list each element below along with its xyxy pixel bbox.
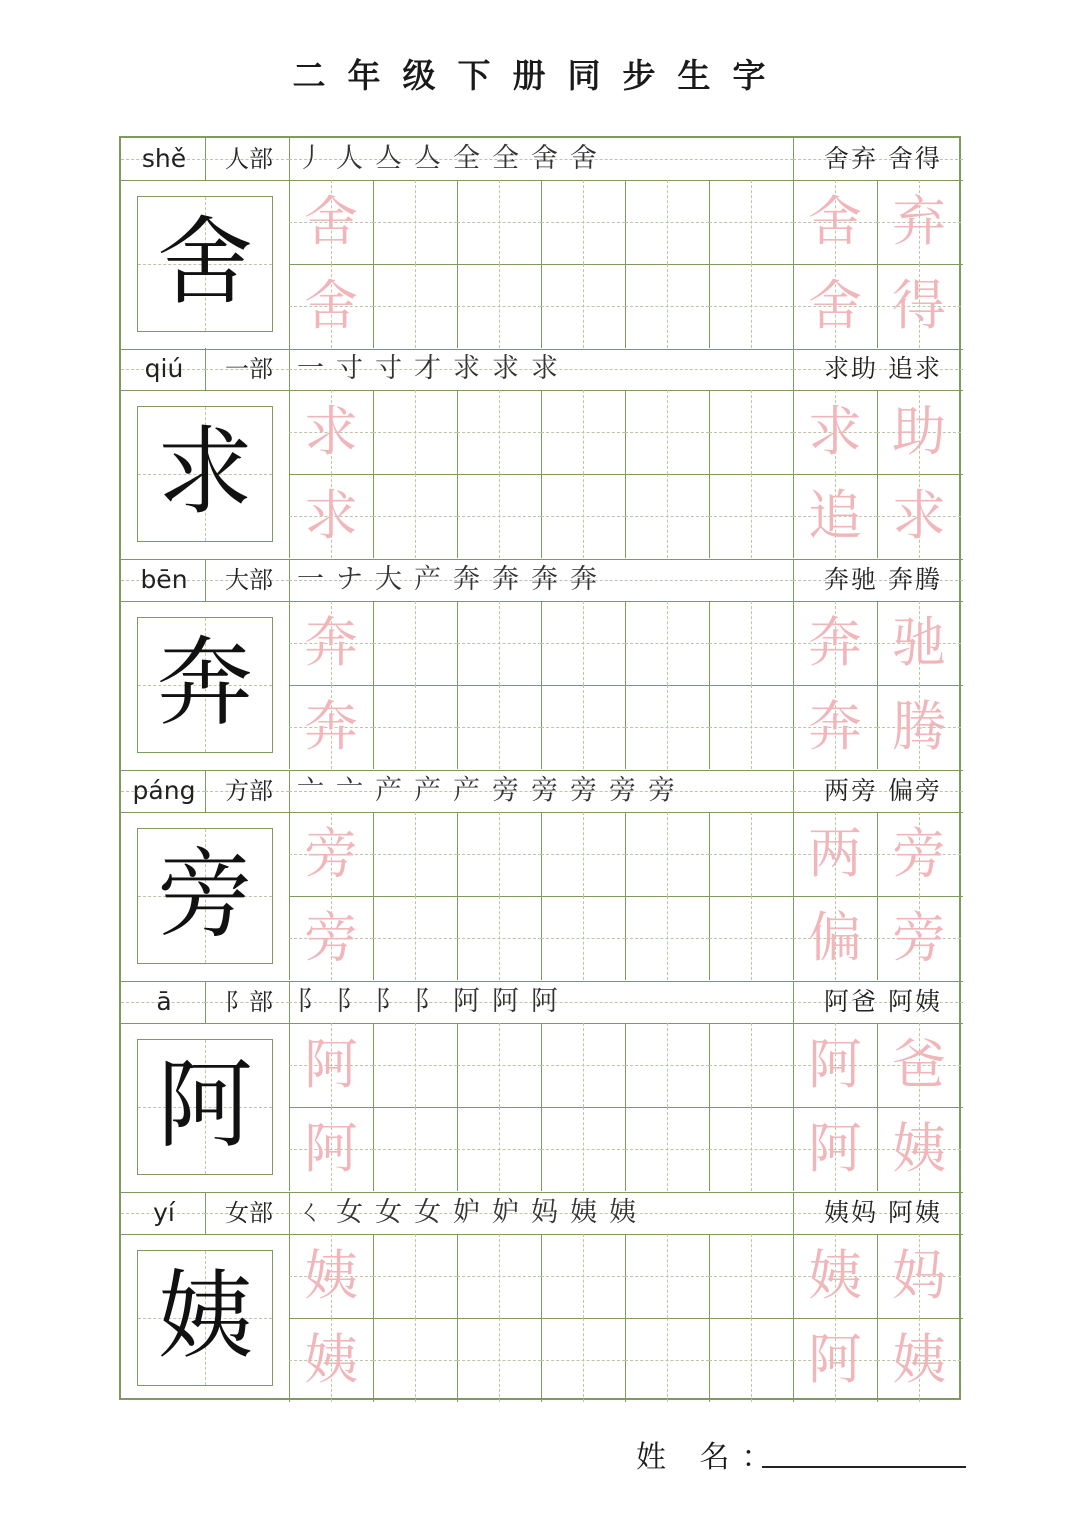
stroke-step: 阿 bbox=[531, 986, 562, 1017]
practice-cell[interactable] bbox=[709, 812, 793, 896]
word-trace-character: 偏 bbox=[808, 906, 862, 969]
stroke-step: 亠 bbox=[336, 775, 367, 806]
model-character-box bbox=[137, 1039, 273, 1175]
model-character: 旁 bbox=[157, 838, 253, 950]
practice-cell[interactable] bbox=[373, 685, 457, 769]
stroke-order bbox=[297, 348, 787, 390]
stroke-step: 阝 bbox=[336, 986, 367, 1017]
practice-cell[interactable] bbox=[373, 601, 457, 685]
vocabulary-words: 求助 追求 bbox=[824, 354, 942, 383]
stroke-step: 旁 bbox=[492, 775, 523, 806]
word-trace-character: 阿 bbox=[808, 1033, 862, 1096]
practice-cell[interactable] bbox=[709, 1107, 793, 1191]
practice-cell[interactable] bbox=[709, 1023, 793, 1107]
character-block bbox=[121, 348, 963, 559]
stroke-step: 姨 bbox=[609, 1197, 640, 1228]
word-trace-character: 姨 bbox=[892, 1117, 946, 1180]
pinyin: shě bbox=[141, 144, 187, 173]
word-trace-character: 弃 bbox=[892, 190, 946, 253]
word-trace-character: 妈 bbox=[892, 1244, 946, 1307]
practice-cell[interactable] bbox=[541, 1107, 625, 1191]
practice-cell[interactable] bbox=[373, 1023, 457, 1107]
practice-cell[interactable] bbox=[541, 264, 625, 348]
word-trace-character: 追 bbox=[808, 484, 862, 547]
practice-cell[interactable] bbox=[541, 474, 625, 558]
practice-cell[interactable] bbox=[625, 264, 709, 348]
practice-cell[interactable] bbox=[373, 474, 457, 558]
word-trace-character: 两 bbox=[808, 822, 862, 885]
practice-cell[interactable] bbox=[709, 1318, 793, 1402]
word-trace-character: 阿 bbox=[808, 1328, 862, 1391]
word-trace-character: 姨 bbox=[892, 1328, 946, 1391]
practice-cell[interactable] bbox=[709, 601, 793, 685]
stroke-step: 女 bbox=[414, 1197, 445, 1228]
trace-character: 舍 bbox=[304, 274, 358, 337]
word-trace-character: 爸 bbox=[892, 1033, 946, 1096]
vocabulary-words: 阿爸 阿姨 bbox=[824, 987, 942, 1016]
practice-cell[interactable] bbox=[541, 601, 625, 685]
practice-cell[interactable] bbox=[541, 896, 625, 980]
practice-cell[interactable] bbox=[625, 474, 709, 558]
practice-cell[interactable] bbox=[709, 685, 793, 769]
practice-cell[interactable] bbox=[457, 180, 541, 264]
stroke-step: 求 bbox=[453, 353, 484, 384]
word-trace-character: 舍 bbox=[808, 190, 862, 253]
model-character: 姨 bbox=[157, 1260, 253, 1372]
practice-cell[interactable] bbox=[625, 1107, 709, 1191]
stroke-step: 阿 bbox=[453, 986, 484, 1017]
practice-cell[interactable] bbox=[373, 1107, 457, 1191]
stroke-step: 奔 bbox=[453, 564, 484, 595]
stroke-step: 奔 bbox=[492, 564, 523, 595]
stroke-step: 阝 bbox=[375, 986, 406, 1017]
stroke-step: 产 bbox=[375, 775, 406, 806]
stroke-order bbox=[297, 981, 787, 1023]
stroke-step: 寸 bbox=[336, 353, 367, 384]
pinyin: qiú bbox=[144, 354, 184, 383]
stroke-step: 妈 bbox=[531, 1197, 562, 1228]
character-block bbox=[121, 1192, 963, 1403]
stroke-step: 一 bbox=[297, 564, 328, 595]
practice-cell[interactable] bbox=[625, 601, 709, 685]
stroke-step: 阝 bbox=[297, 986, 328, 1017]
stroke-step: 亠 bbox=[297, 775, 328, 806]
stroke-step: 产 bbox=[414, 564, 445, 595]
word-trace-character: 求 bbox=[892, 484, 946, 547]
practice-cell[interactable] bbox=[709, 1234, 793, 1318]
practice-cell[interactable] bbox=[457, 812, 541, 896]
trace-character: 姨 bbox=[304, 1328, 358, 1391]
practice-cell[interactable] bbox=[373, 1318, 457, 1402]
radical: 方部 bbox=[225, 777, 273, 805]
stroke-step: 全 bbox=[453, 143, 484, 174]
practice-cell[interactable] bbox=[541, 812, 625, 896]
trace-character: 旁 bbox=[304, 822, 358, 885]
stroke-order bbox=[297, 1192, 787, 1234]
radical: 一部 bbox=[225, 355, 273, 383]
model-character-box bbox=[137, 617, 273, 753]
stroke-order bbox=[297, 559, 787, 601]
stroke-step: 旁 bbox=[570, 775, 601, 806]
stroke-step: 旁 bbox=[609, 775, 640, 806]
model-character-box bbox=[137, 1250, 273, 1386]
stroke-step: 亼 bbox=[375, 143, 406, 174]
trace-character: 阿 bbox=[304, 1117, 358, 1180]
trace-character: 阿 bbox=[304, 1033, 358, 1096]
practice-cell[interactable] bbox=[457, 264, 541, 348]
word-trace-character: 奔 bbox=[808, 611, 862, 674]
practice-cell[interactable] bbox=[457, 685, 541, 769]
name-label: 姓 名： bbox=[636, 1440, 784, 1475]
practice-cell[interactable] bbox=[541, 180, 625, 264]
trace-character: 奔 bbox=[304, 611, 358, 674]
stroke-step: 求 bbox=[531, 353, 562, 384]
word-trace-character: 助 bbox=[892, 400, 946, 463]
word-trace-character: 驰 bbox=[892, 611, 946, 674]
vocabulary-words: 两旁 偏旁 bbox=[824, 776, 942, 805]
stroke-step: 才 bbox=[414, 353, 445, 384]
word-trace-character: 舍 bbox=[808, 274, 862, 337]
practice-cell[interactable] bbox=[457, 1023, 541, 1107]
stroke-step: 奔 bbox=[531, 564, 562, 595]
stroke-step: 全 bbox=[492, 143, 523, 174]
stroke-step: 旁 bbox=[648, 775, 679, 806]
word-trace-character: 求 bbox=[808, 400, 862, 463]
practice-cell[interactable] bbox=[625, 685, 709, 769]
practice-cell[interactable] bbox=[373, 896, 457, 980]
stroke-step: 女 bbox=[375, 1197, 406, 1228]
stroke-step: 阿 bbox=[492, 986, 523, 1017]
practice-cell[interactable] bbox=[457, 896, 541, 980]
word-trace-character: 旁 bbox=[892, 906, 946, 969]
practice-cell[interactable] bbox=[373, 264, 457, 348]
stroke-step: 产 bbox=[414, 775, 445, 806]
model-character-box bbox=[137, 196, 273, 332]
practice-cell[interactable] bbox=[625, 1318, 709, 1402]
stroke-order bbox=[297, 770, 787, 812]
practice-cell[interactable] bbox=[709, 896, 793, 980]
practice-cell[interactable] bbox=[457, 474, 541, 558]
page-title: 二年级下册同步生字 bbox=[292, 56, 788, 95]
stroke-step: 亼 bbox=[414, 143, 445, 174]
stroke-step: 妒 bbox=[492, 1197, 523, 1228]
pinyin: bēn bbox=[140, 565, 188, 594]
name-input-line[interactable] bbox=[762, 1466, 966, 1468]
practice-cell[interactable] bbox=[709, 474, 793, 558]
practice-cell[interactable] bbox=[625, 180, 709, 264]
stroke-step: ㄑ bbox=[297, 1197, 328, 1228]
model-character: 求 bbox=[157, 416, 253, 528]
stroke-step: 阝 bbox=[414, 986, 445, 1017]
stroke-step: ナ bbox=[336, 564, 367, 595]
stroke-step: 一 bbox=[297, 353, 328, 384]
practice-cell[interactable] bbox=[541, 1234, 625, 1318]
radical: 阝部 bbox=[225, 988, 273, 1016]
stroke-step: 奔 bbox=[570, 564, 601, 595]
radical: 女部 bbox=[225, 1199, 273, 1227]
practice-cell[interactable] bbox=[373, 812, 457, 896]
practice-cell[interactable] bbox=[373, 1234, 457, 1318]
practice-cell[interactable] bbox=[457, 1107, 541, 1191]
vocabulary-words: 舍弃 舍得 bbox=[824, 144, 942, 173]
stroke-step: 姨 bbox=[570, 1197, 601, 1228]
stroke-step: 丿 bbox=[297, 143, 328, 174]
stroke-step: 产 bbox=[453, 775, 484, 806]
trace-character: 求 bbox=[304, 400, 358, 463]
word-trace-character: 旁 bbox=[892, 822, 946, 885]
word-trace-character: 姨 bbox=[808, 1244, 862, 1307]
practice-cell[interactable] bbox=[625, 390, 709, 474]
pinyin: yí bbox=[153, 1198, 175, 1227]
model-character-box bbox=[137, 828, 273, 964]
vocabulary-words: 奔驰 奔腾 bbox=[824, 565, 942, 594]
writing-grid-sheet bbox=[119, 136, 961, 1400]
word-trace-character: 阿 bbox=[808, 1117, 862, 1180]
practice-cell[interactable] bbox=[541, 390, 625, 474]
practice-cell[interactable] bbox=[373, 180, 457, 264]
character-block bbox=[121, 770, 963, 981]
vocabulary-words: 姨妈 阿姨 bbox=[824, 1198, 942, 1227]
character-block bbox=[121, 559, 963, 770]
stroke-step: 舍 bbox=[531, 143, 562, 174]
practice-cell[interactable] bbox=[541, 1023, 625, 1107]
model-character: 舍 bbox=[157, 206, 253, 318]
word-trace-character: 得 bbox=[892, 274, 946, 337]
radical: 人部 bbox=[225, 145, 273, 173]
practice-cell[interactable] bbox=[625, 1234, 709, 1318]
word-trace-character: 奔 bbox=[808, 695, 862, 758]
pinyin: ā bbox=[156, 987, 172, 1016]
stroke-step: 寸 bbox=[375, 353, 406, 384]
practice-cell[interactable] bbox=[709, 264, 793, 348]
stroke-step: 女 bbox=[336, 1197, 367, 1228]
stroke-step: 求 bbox=[492, 353, 523, 384]
stroke-step: 舍 bbox=[570, 143, 601, 174]
word-trace-character: 腾 bbox=[892, 695, 946, 758]
practice-cell[interactable] bbox=[541, 1318, 625, 1402]
model-character-box bbox=[137, 406, 273, 542]
trace-character: 舍 bbox=[304, 190, 358, 253]
practice-cell[interactable] bbox=[457, 1234, 541, 1318]
pinyin: páng bbox=[132, 776, 196, 805]
character-block bbox=[121, 981, 963, 1192]
trace-character: 求 bbox=[304, 484, 358, 547]
character-block bbox=[121, 138, 963, 349]
practice-cell[interactable] bbox=[457, 601, 541, 685]
practice-cell[interactable] bbox=[457, 390, 541, 474]
stroke-step: 妒 bbox=[453, 1197, 484, 1228]
stroke-step: 大 bbox=[375, 564, 406, 595]
practice-cell[interactable] bbox=[373, 390, 457, 474]
practice-cell[interactable] bbox=[625, 1023, 709, 1107]
model-character: 奔 bbox=[157, 627, 253, 739]
practice-cell[interactable] bbox=[625, 812, 709, 896]
stroke-step: 人 bbox=[336, 143, 367, 174]
practice-cell[interactable] bbox=[709, 390, 793, 474]
stroke-order bbox=[297, 138, 787, 180]
model-character: 阿 bbox=[157, 1049, 253, 1161]
practice-cell[interactable] bbox=[541, 685, 625, 769]
trace-character: 奔 bbox=[304, 695, 358, 758]
radical: 大部 bbox=[225, 566, 273, 594]
practice-cell[interactable] bbox=[457, 1318, 541, 1402]
stroke-step: 旁 bbox=[531, 775, 562, 806]
practice-cell[interactable] bbox=[625, 896, 709, 980]
trace-character: 旁 bbox=[304, 906, 358, 969]
trace-character: 姨 bbox=[304, 1244, 358, 1307]
practice-cell[interactable] bbox=[709, 180, 793, 264]
